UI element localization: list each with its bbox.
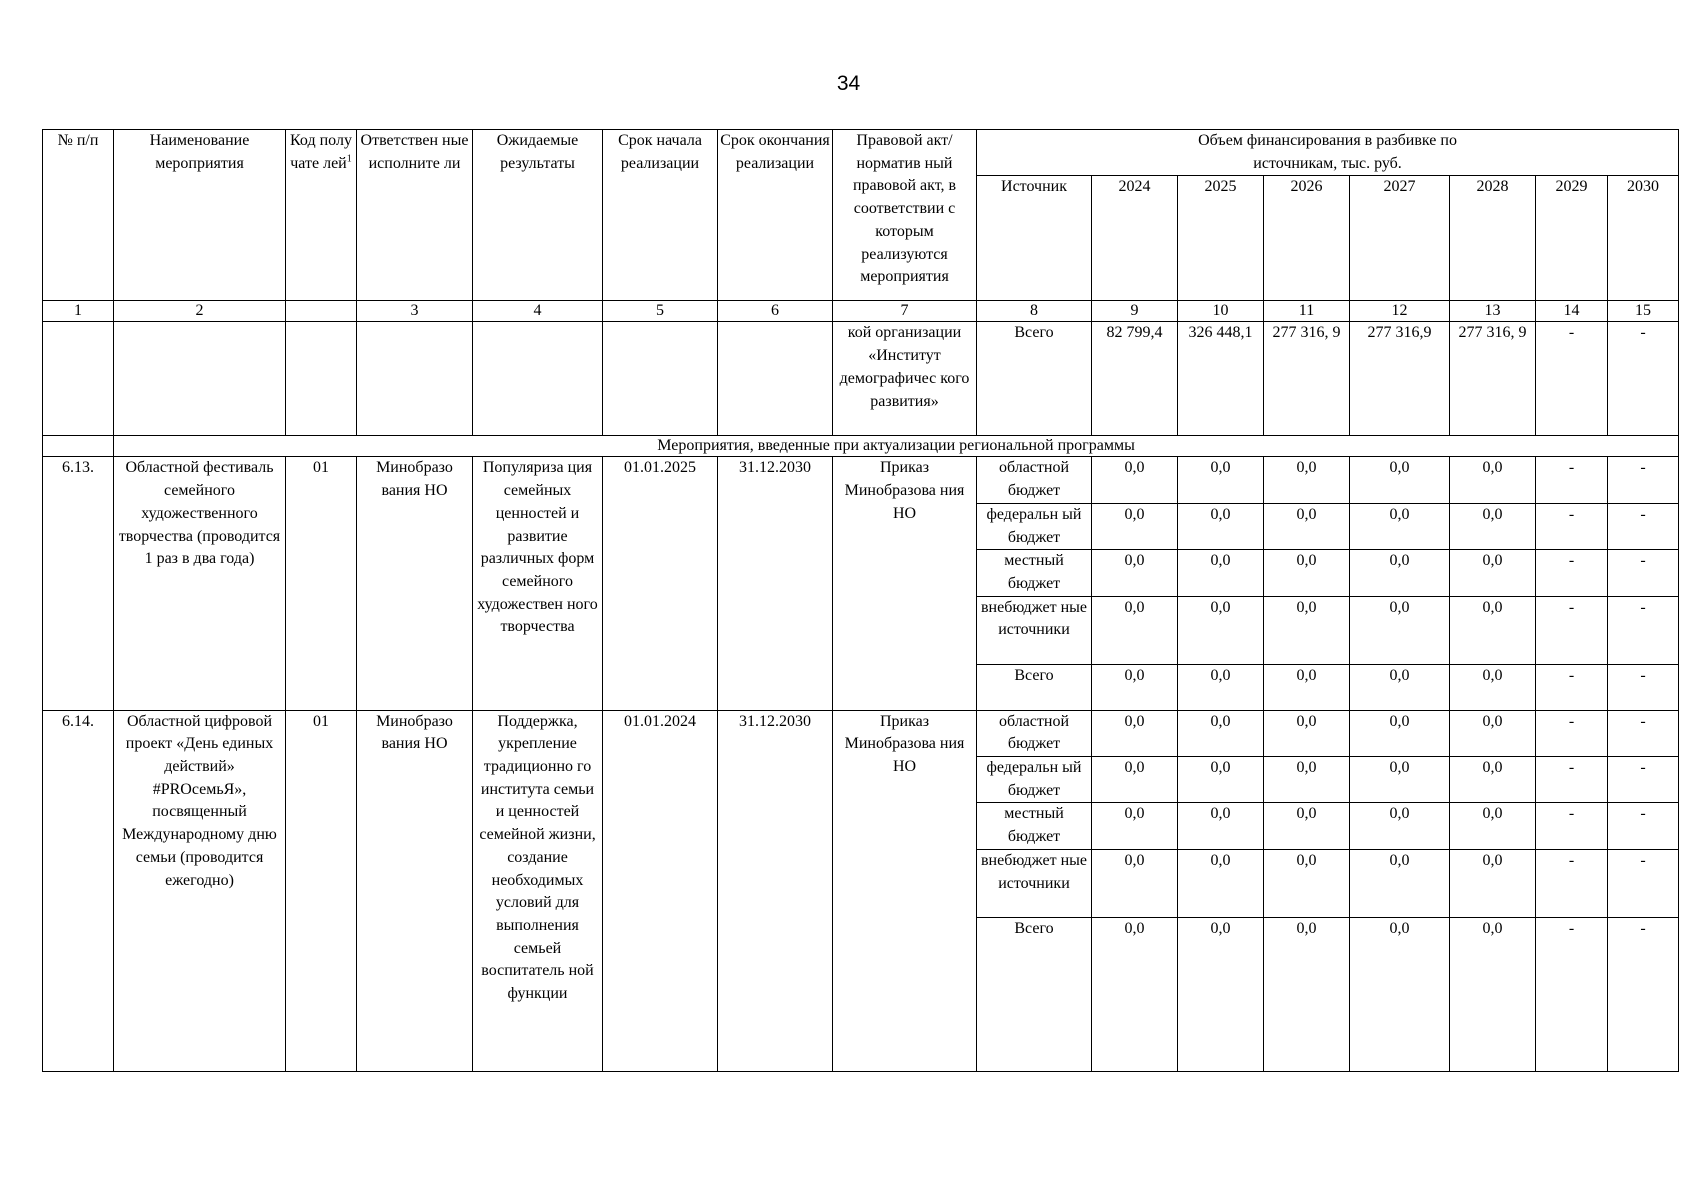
source-value: -	[1608, 803, 1679, 849]
column-number: 11	[1264, 301, 1350, 322]
item-results: Популяриза ция семейных ценностей и развитие различных форм семейного художествен ного творчества	[473, 457, 603, 710]
source-value: 0,0	[1264, 550, 1350, 596]
item-row	[43, 710, 1679, 756]
source-value: -	[1608, 917, 1679, 1071]
source-value: 0,0	[1450, 457, 1536, 503]
source-value: -	[1536, 596, 1608, 664]
source-value: 0,0	[1450, 917, 1536, 1071]
source-name: внебюджет ные источники	[977, 596, 1092, 664]
column-number: 14	[1536, 301, 1608, 322]
source-value: 0,0	[1350, 757, 1450, 803]
source-value: 0,0	[1350, 803, 1450, 849]
source-value: 0,0	[1450, 757, 1536, 803]
source-value: 0,0	[1450, 849, 1536, 917]
continuation-legal-act: кой организации «Институт демографичес кого развития»	[833, 322, 977, 436]
header-num: № п/п	[43, 130, 114, 301]
source-value: 0,0	[1092, 596, 1178, 664]
header-code-label: Код полу чате лей	[290, 132, 352, 172]
table-body	[43, 130, 1679, 1072]
column-number: 9	[1092, 301, 1178, 322]
source-value: 0,0	[1450, 803, 1536, 849]
source-value: 0,0	[1178, 710, 1264, 756]
source-value: 0,0	[1350, 503, 1450, 549]
source-value: -	[1536, 849, 1608, 917]
header-year-2028: 2028	[1450, 176, 1536, 301]
header-code-footnote: 1	[346, 153, 352, 165]
header-end: Срок окончания реализации	[718, 130, 833, 301]
source-value: 0,0	[1264, 596, 1350, 664]
column-number: 4	[473, 301, 603, 322]
empty-cell	[718, 322, 833, 436]
continuation-row	[43, 322, 1679, 436]
item-end-date: 31.12.2030	[718, 457, 833, 710]
source-value: -	[1536, 710, 1608, 756]
item-row	[43, 457, 1679, 503]
source-name: областной бюджет	[977, 457, 1092, 503]
empty-cell	[43, 322, 114, 436]
item-results: Поддержка, укрепление традиционно го института семьи и ценностей семейной жизни, создание необходимых условий для выполнения семьей воспитатель ной функции	[473, 710, 603, 1071]
source-value: 0,0	[1178, 457, 1264, 503]
continuation-source: Всего	[977, 322, 1092, 436]
continuation-value: 277 316, 9	[1450, 322, 1536, 436]
continuation-value: -	[1608, 322, 1679, 436]
source-value: 0,0	[1178, 503, 1264, 549]
source-value: -	[1608, 550, 1679, 596]
header-year-2025: 2025	[1178, 176, 1264, 301]
column-number	[286, 301, 357, 322]
source-value: 0,0	[1092, 550, 1178, 596]
header-financing: Объем финансирования в разбивке по источникам, тыс. руб.	[977, 130, 1679, 176]
source-value: -	[1536, 664, 1608, 710]
source-value: 0,0	[1450, 664, 1536, 710]
source-value: 0,0	[1178, 596, 1264, 664]
continuation-value: 326 448,1	[1178, 322, 1264, 436]
item-name: Областной цифровой проект «День единых действий» #PROсемьЯ», посвященный Международному дню семьи (проводится ежегодно)	[114, 710, 286, 1071]
source-value: 0,0	[1264, 457, 1350, 503]
column-number: 6	[718, 301, 833, 322]
item-num: 6.14.	[43, 710, 114, 1071]
source-value: -	[1536, 803, 1608, 849]
section-num-cell	[43, 436, 114, 457]
header-year-2024: 2024	[1092, 176, 1178, 301]
empty-cell	[603, 322, 718, 436]
source-value: 0,0	[1450, 596, 1536, 664]
header-code	[286, 130, 357, 301]
source-name: областной бюджет	[977, 710, 1092, 756]
source-name: местный бюджет	[977, 550, 1092, 596]
source-value: 0,0	[1350, 917, 1450, 1071]
source-name: Всего	[977, 917, 1092, 1071]
source-value: -	[1608, 757, 1679, 803]
item-code: 01	[286, 710, 357, 1071]
item-name: Областной фестиваль семейного художественного творчества (проводится 1 раз в два года)	[114, 457, 286, 710]
source-value: 0,0	[1264, 917, 1350, 1071]
source-value: -	[1608, 457, 1679, 503]
item-legal-act: Приказ Минобразова ния НО	[833, 710, 977, 1071]
column-number: 15	[1608, 301, 1679, 322]
continuation-value: 82 799,4	[1092, 322, 1178, 436]
source-value: 0,0	[1178, 550, 1264, 596]
source-value: -	[1608, 710, 1679, 756]
header-responsible: Ответствен ные исполните ли	[357, 130, 473, 301]
source-value: -	[1608, 596, 1679, 664]
source-name: федеральн ый бюджет	[977, 757, 1092, 803]
header-year-2026: 2026	[1264, 176, 1350, 301]
source-value: 0,0	[1092, 710, 1178, 756]
source-value: 0,0	[1264, 710, 1350, 756]
header-row-1	[43, 130, 1679, 176]
source-value: 0,0	[1264, 803, 1350, 849]
source-value: 0,0	[1450, 503, 1536, 549]
item-code: 01	[286, 457, 357, 710]
section-row	[43, 436, 1679, 457]
source-value: 0,0	[1178, 917, 1264, 1071]
header-year-2027: 2027	[1350, 176, 1450, 301]
empty-cell	[357, 322, 473, 436]
source-value: 0,0	[1264, 757, 1350, 803]
source-value: 0,0	[1350, 849, 1450, 917]
source-value: -	[1608, 849, 1679, 917]
source-value: 0,0	[1450, 550, 1536, 596]
source-value: 0,0	[1264, 503, 1350, 549]
source-name: внебюджет ные источники	[977, 849, 1092, 917]
source-value: -	[1536, 550, 1608, 596]
source-value: 0,0	[1092, 503, 1178, 549]
column-number-row	[43, 301, 1679, 322]
header-year-2030: 2030	[1608, 176, 1679, 301]
source-value: -	[1536, 757, 1608, 803]
source-value: 0,0	[1264, 849, 1350, 917]
header-legal-act: Правовой акт/норматив ный правовой акт, в соответствии с которым реализуются мероприятия	[833, 130, 977, 301]
source-value: 0,0	[1092, 757, 1178, 803]
source-value: -	[1608, 503, 1679, 549]
header-source: Источник	[977, 176, 1092, 301]
column-number: 3	[357, 301, 473, 322]
financing-plan-table	[42, 129, 1679, 1072]
source-value: 0,0	[1092, 917, 1178, 1071]
source-value: 0,0	[1092, 849, 1178, 917]
continuation-value: -	[1536, 322, 1608, 436]
column-number: 2	[114, 301, 286, 322]
source-value: 0,0	[1092, 664, 1178, 710]
source-value: 0,0	[1178, 664, 1264, 710]
source-value: -	[1536, 457, 1608, 503]
source-name: федеральн ый бюджет	[977, 503, 1092, 549]
source-value: 0,0	[1350, 710, 1450, 756]
empty-cell	[286, 322, 357, 436]
source-value: 0,0	[1092, 457, 1178, 503]
column-number: 1	[43, 301, 114, 322]
source-value: 0,0	[1178, 757, 1264, 803]
column-number: 12	[1350, 301, 1450, 322]
source-value: 0,0	[1178, 849, 1264, 917]
source-value: 0,0	[1350, 664, 1450, 710]
section-title: Мероприятия, введенные при актуализации региональной программы	[114, 436, 1679, 457]
empty-cell	[114, 322, 286, 436]
column-number: 7	[833, 301, 977, 322]
source-value: -	[1536, 917, 1608, 1071]
source-value: 0,0	[1350, 550, 1450, 596]
source-value: -	[1536, 503, 1608, 549]
header-start: Срок начала реализации	[603, 130, 718, 301]
empty-cell	[473, 322, 603, 436]
header-results: Ожидаемые результаты	[473, 130, 603, 301]
item-legal-act: Приказ Минобразова ния НО	[833, 457, 977, 710]
column-number: 5	[603, 301, 718, 322]
source-value: 0,0	[1450, 710, 1536, 756]
continuation-value: 277 316, 9	[1264, 322, 1350, 436]
column-number: 8	[977, 301, 1092, 322]
source-name: местный бюджет	[977, 803, 1092, 849]
item-responsible: Минобразо вания НО	[357, 457, 473, 710]
source-value: 0,0	[1264, 664, 1350, 710]
column-number: 10	[1178, 301, 1264, 322]
header-year-2029: 2029	[1536, 176, 1608, 301]
header-name: Наименование мероприятия	[114, 130, 286, 301]
source-name: Всего	[977, 664, 1092, 710]
page-number: 34	[836, 72, 861, 95]
source-value: 0,0	[1350, 457, 1450, 503]
item-start-date: 01.01.2025	[603, 457, 718, 710]
source-value: 0,0	[1178, 803, 1264, 849]
source-value: 0,0	[1350, 596, 1450, 664]
column-number: 13	[1450, 301, 1536, 322]
continuation-value: 277 316,9	[1350, 322, 1450, 436]
source-value: 0,0	[1092, 803, 1178, 849]
item-start-date: 01.01.2024	[603, 710, 718, 1071]
item-responsible: Минобразо вания НО	[357, 710, 473, 1071]
item-num: 6.13.	[43, 457, 114, 710]
item-end-date: 31.12.2030	[718, 710, 833, 1071]
source-value: -	[1608, 664, 1679, 710]
